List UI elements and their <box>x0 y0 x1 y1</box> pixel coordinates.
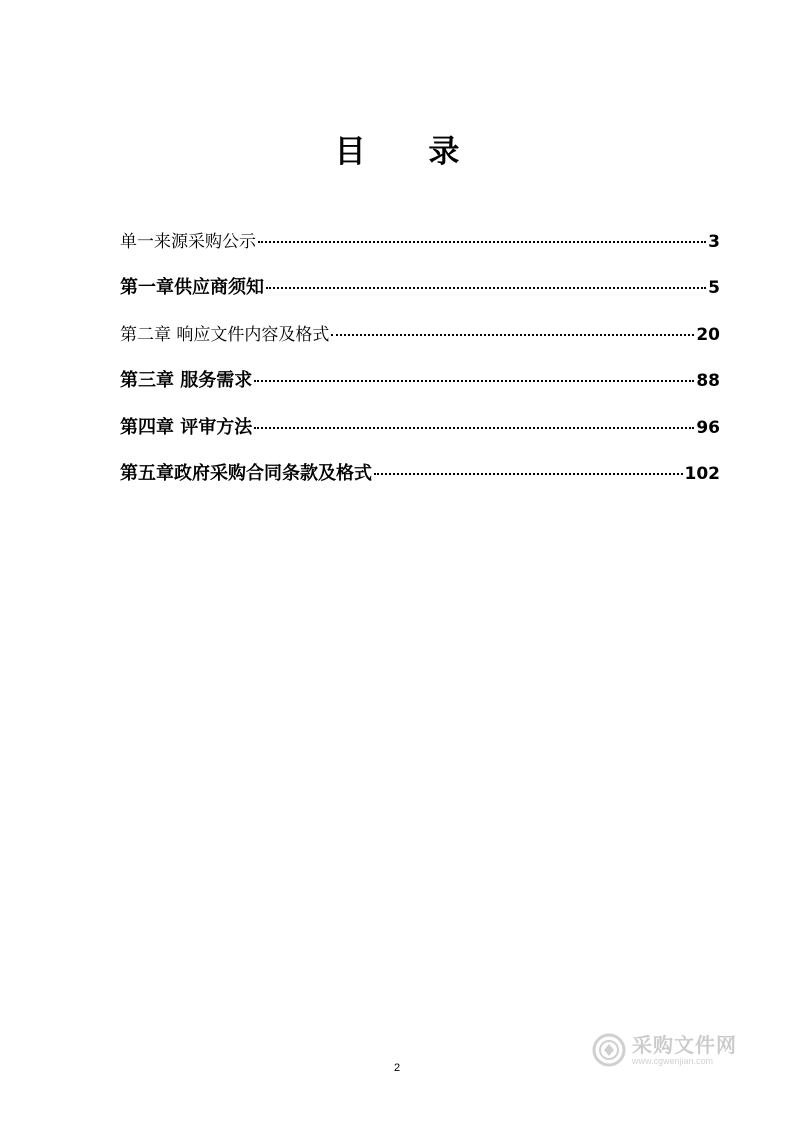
toc-dot-leader <box>254 379 694 382</box>
toc-entry-page: 5 <box>708 278 720 299</box>
toc-entry-label: 第二章 响应文件内容及格式 <box>120 324 330 345</box>
toc-entry-label: 第一章供应商须知 <box>120 277 264 299</box>
toc-dot-leader <box>254 426 694 429</box>
toc-entry-label: 第五章政府采购合同条款及格式 <box>120 462 372 484</box>
watermark-text <box>632 1034 737 1067</box>
toc-entry-page: 96 <box>696 417 720 438</box>
toc-entry-label: 单一来源采购公示 <box>120 232 256 252</box>
toc-entry[interactable] <box>120 268 720 314</box>
watermark-site-name: 采购文件网 <box>632 1032 737 1057</box>
toc-entry-page: 20 <box>696 324 720 345</box>
cgwenjian-logo-icon <box>592 1033 626 1067</box>
toc-entry[interactable] <box>120 315 720 361</box>
toc-entry[interactable] <box>120 454 720 500</box>
watermark-url: www.cgwenjian.com <box>632 1055 714 1066</box>
toc-dot-leader <box>331 333 694 336</box>
footer-page-number: 2 <box>393 1062 401 1074</box>
toc-entry-page: 3 <box>708 232 720 252</box>
toc-entry-label: 第四章 评审方法 <box>120 416 253 438</box>
watermark <box>592 1030 752 1070</box>
toc-dot-leader <box>258 240 706 243</box>
toc-entry-page: 102 <box>684 463 720 484</box>
page-title: 目 录 <box>334 134 486 170</box>
toc-entry-page: 88 <box>696 371 720 392</box>
toc-dot-leader <box>266 286 706 289</box>
toc-entry[interactable] <box>120 361 720 407</box>
toc-dot-leader <box>374 472 683 475</box>
toc-entry-label: 第三章 服务需求 <box>120 370 253 392</box>
toc-entry[interactable] <box>120 222 720 268</box>
table-of-contents <box>120 222 720 500</box>
toc-entry[interactable] <box>120 408 720 454</box>
